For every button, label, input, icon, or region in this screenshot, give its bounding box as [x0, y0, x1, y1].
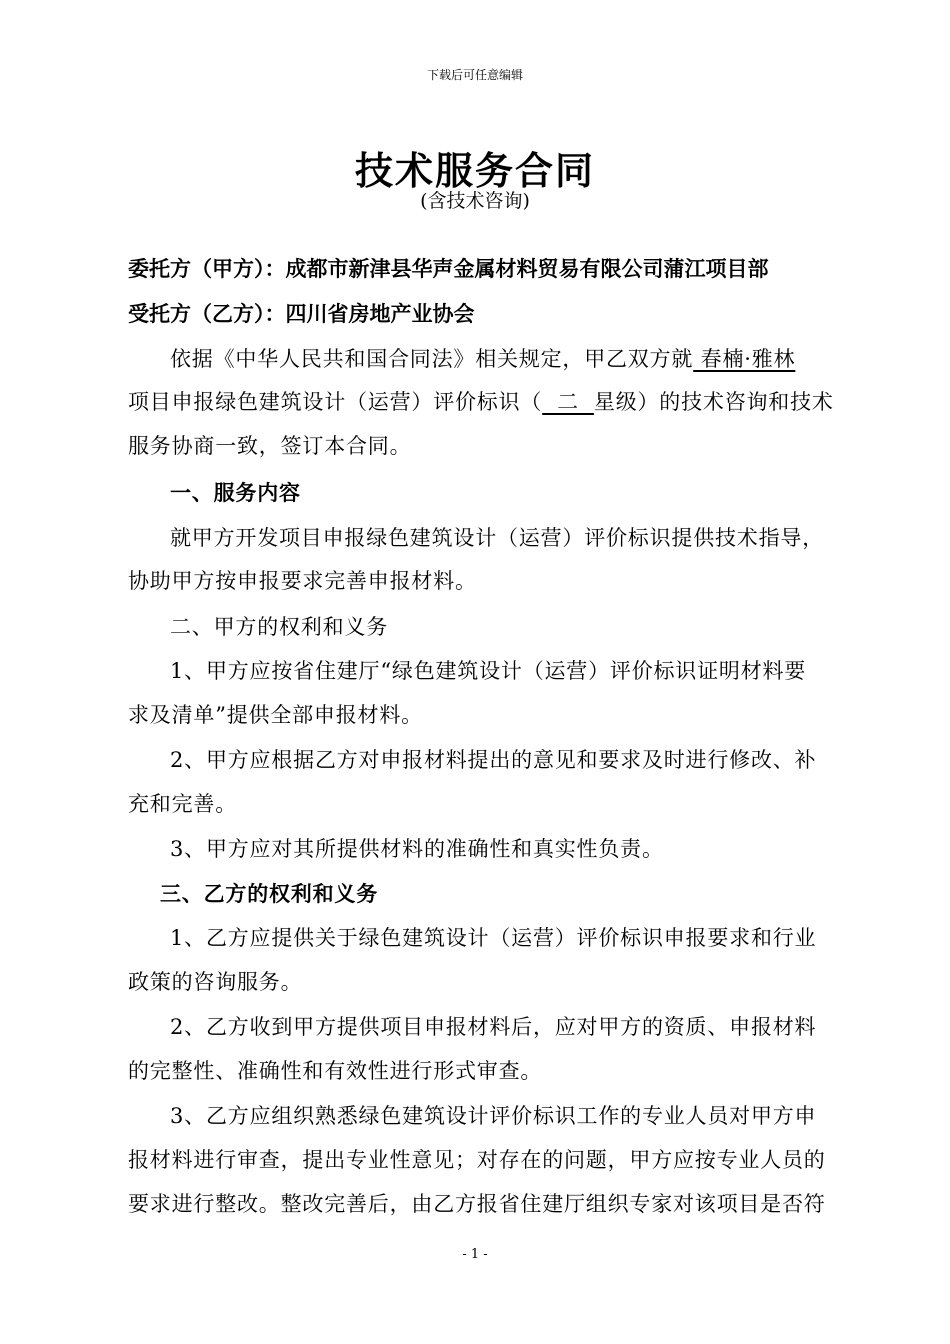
star-level: 二 [542, 390, 594, 414]
party-a [128, 253, 769, 283]
intro-line-1 [170, 343, 795, 373]
header-note: 下载后可任意编辑 [426, 68, 523, 82]
party-a-name: 成都市新津县华声金属材料贸易有限公司蒲江项目部 [285, 256, 769, 281]
party-b-label: 受托方（乙方）： [128, 301, 286, 326]
intro-text: 项目申报绿色建筑设计（运营）评价标识（ [128, 390, 543, 414]
section-3-item: 政策的咨询服务。 [128, 970, 303, 994]
intro-line-3: 服务协商一致，签订本合同。 [128, 434, 412, 458]
document-title: 技术服务合同 [354, 148, 595, 193]
section-3-heading: 三、乙方的权利和义务 [160, 881, 378, 906]
section-2-item: 充和完善。 [128, 792, 237, 816]
section-1-text: 协助甲方按申报要求完善申报材料。 [128, 569, 477, 593]
page-number: - 1 - [462, 1247, 488, 1262]
section-2-item: 1、甲方应按省住建厅“绿色建筑设计（运营）评价标识证明材料要 [170, 659, 807, 683]
section-3-item: 3、乙方应组织熟悉绿色建筑设计评价标识工作的专业人员对甲方申 [170, 1104, 817, 1128]
section-3-item: 2、乙方收到甲方提供项目申报材料后，应对甲方的资质、申报材料 [170, 1015, 817, 1039]
document-subtitle: (含技术咨询) [420, 190, 530, 212]
party-a-label: 委托方（甲方）： [128, 256, 286, 281]
section-3-item: 的完整性、准确性和有效性进行形式审查。 [128, 1059, 543, 1083]
section-1-text: 就甲方开发项目申报绿色建筑设计（运营）评价标识提供技术指导， [170, 526, 824, 550]
section-2-item: 3、甲方应对其所提供材料的准确性和真实性负责。 [170, 837, 664, 861]
section-2-heading: 二、甲方的权利和义务 [170, 615, 388, 639]
section-2-item: 2、甲方应根据乙方对申报材料提出的意见和要求及时进行修改、补 [170, 748, 817, 772]
intro-text: 星级）的技术咨询和技术 [593, 390, 834, 414]
section-2-item: 求及清单”提供全部申报材料。 [128, 703, 423, 727]
section-3-item: 1、乙方应提供关于绿色建筑设计（运营）评价标识申报要求和行业 [170, 926, 817, 950]
party-b [128, 298, 475, 328]
project-name: 春楠·雅林 [693, 347, 796, 371]
intro-line-2 [128, 386, 834, 416]
party-b-name: 四川省房地产业协会 [285, 301, 475, 326]
section-3-item: 要求进行整改。整改完善后，由乙方报省住建厅组织专家对该项目是否符 [128, 1192, 826, 1216]
intro-text: 依据《中华人民共和国合同法》相关规定，甲乙双方就 [170, 347, 694, 371]
section-1-heading: 一、服务内容 [170, 480, 301, 505]
section-3-item: 报材料进行审查，提出专业性意见；对存在的问题，甲方应按专业人员的 [128, 1148, 826, 1172]
